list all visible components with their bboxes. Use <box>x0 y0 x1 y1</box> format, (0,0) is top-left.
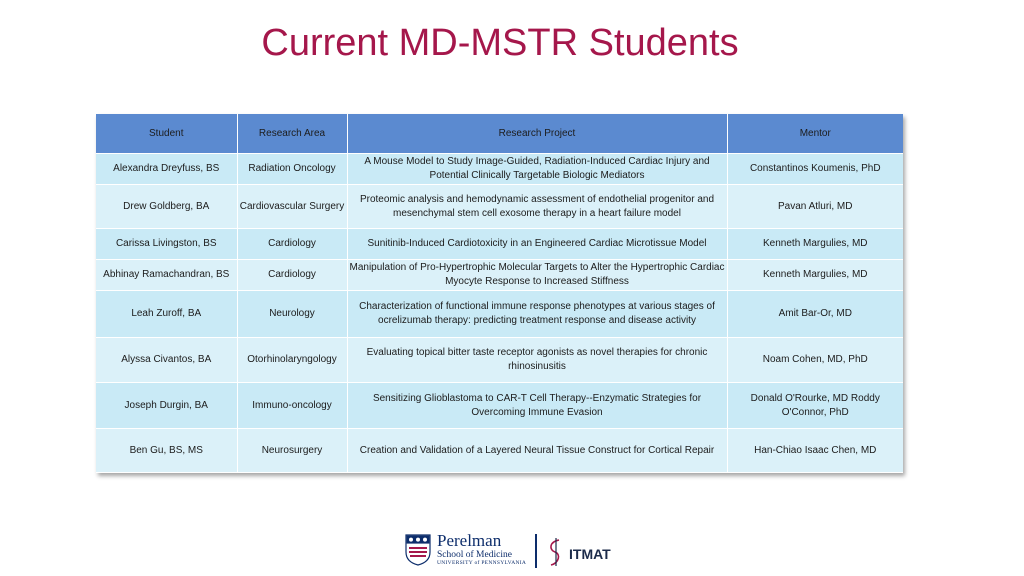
students-table-container <box>96 114 903 473</box>
cell-research-area: Cardiovascular Surgery <box>237 185 347 229</box>
cell-student: Abhinay Ramachandran, BS <box>96 260 237 291</box>
cell-research-project: Sunitinib-Induced Cardiotoxicity in an Engineered Cardiac Microtissue Model <box>347 229 727 260</box>
cell-mentor: Han-Chiao Isaac Chen, MD <box>727 429 903 473</box>
cell-research-area: Otorhinolaryngology <box>237 338 347 383</box>
table-row <box>96 338 903 383</box>
cell-student: Alyssa Civantos, BA <box>96 338 237 383</box>
cell-research-project: A Mouse Model to Study Image-Guided, Radiation-Induced Cardiac Injury and Potential Clinically Targetable Biologic Mediators <box>347 154 727 185</box>
cell-research-area: Cardiology <box>237 229 347 260</box>
cell-student: Joseph Durgin, BA <box>96 383 237 429</box>
header-mentor: Mentor <box>727 114 903 154</box>
perelman-school: School of Medicine <box>437 550 512 560</box>
cell-mentor: Constantinos Koumenis, PhD <box>727 154 903 185</box>
table-row <box>96 291 903 338</box>
cell-research-project: Evaluating topical bitter taste receptor agonists as novel therapies for chronic rhinosinusitis <box>347 338 727 383</box>
cell-student: Ben Gu, BS, MS <box>96 429 237 473</box>
cell-research-project: Characterization of functional immune response phenotypes at various stages of ocrelizumab therapy: predicting treatment response and disease activity <box>347 291 727 338</box>
cell-research-project: Proteomic analysis and hemodynamic assessment of endothelial progenitor and mesenchymal stem cell exosome therapy in a heart failure model <box>347 185 727 229</box>
cell-research-project: Sensitizing Glioblastoma to CAR-T Cell Therapy--Enzymatic Strategies for Overcoming Immune Evasion <box>347 383 727 429</box>
cell-mentor: Donald O'Rourke, MD Roddy O'Connor, PhD <box>727 383 903 429</box>
perelman-university: UNIVERSITY of PENNSYLVANIA <box>437 560 527 566</box>
cell-research-area: Cardiology <box>237 260 347 291</box>
table-header-row <box>96 114 903 154</box>
cell-research-project: Creation and Validation of a Layered Neural Tissue Construct for Cortical Repair <box>347 429 727 473</box>
perelman-name: Perelman <box>437 531 502 550</box>
header-research-project: Research Project <box>347 114 727 154</box>
logo-divider <box>535 534 537 568</box>
cell-mentor: Kenneth Margulies, MD <box>727 260 903 291</box>
header-student: Student <box>96 114 237 154</box>
table-row <box>96 383 903 429</box>
itmat-label: ITMAT <box>569 546 611 562</box>
cell-student: Carissa Livingston, BS <box>96 229 237 260</box>
table-row <box>96 429 903 473</box>
cell-mentor: Pavan Atluri, MD <box>727 185 903 229</box>
itmat-logo <box>545 536 615 568</box>
page-title: Current MD-MSTR Students <box>261 22 739 64</box>
cell-mentor: Noam Cohen, MD, PhD <box>727 338 903 383</box>
cell-research-area: Neurology <box>237 291 347 338</box>
penn-shield-icon <box>405 534 431 566</box>
table-row <box>96 154 903 185</box>
cell-mentor: Kenneth Margulies, MD <box>727 229 903 260</box>
students-table <box>96 114 903 473</box>
cell-student: Leah Zuroff, BA <box>96 291 237 338</box>
cell-research-area: Radiation Oncology <box>237 154 347 185</box>
table-row <box>96 229 903 260</box>
header-research-area: Research Area <box>237 114 347 154</box>
cell-student: Alexandra Dreyfuss, BS <box>96 154 237 185</box>
cell-research-project: Manipulation of Pro-Hypertrophic Molecular Targets to Alter the Hypertrophic Cardiac Myocyte Response to Increased Stiffness <box>347 260 727 291</box>
table-row <box>96 185 903 229</box>
table-row <box>96 260 903 291</box>
cell-research-area: Immuno-oncology <box>237 383 347 429</box>
perelman-logo <box>437 532 526 567</box>
itmat-swirl-icon <box>545 536 567 568</box>
cell-research-area: Neurosurgery <box>237 429 347 473</box>
cell-mentor: Amit Bar-Or, MD <box>727 291 903 338</box>
footer-logos <box>405 532 615 570</box>
cell-student: Drew Goldberg, BA <box>96 185 237 229</box>
